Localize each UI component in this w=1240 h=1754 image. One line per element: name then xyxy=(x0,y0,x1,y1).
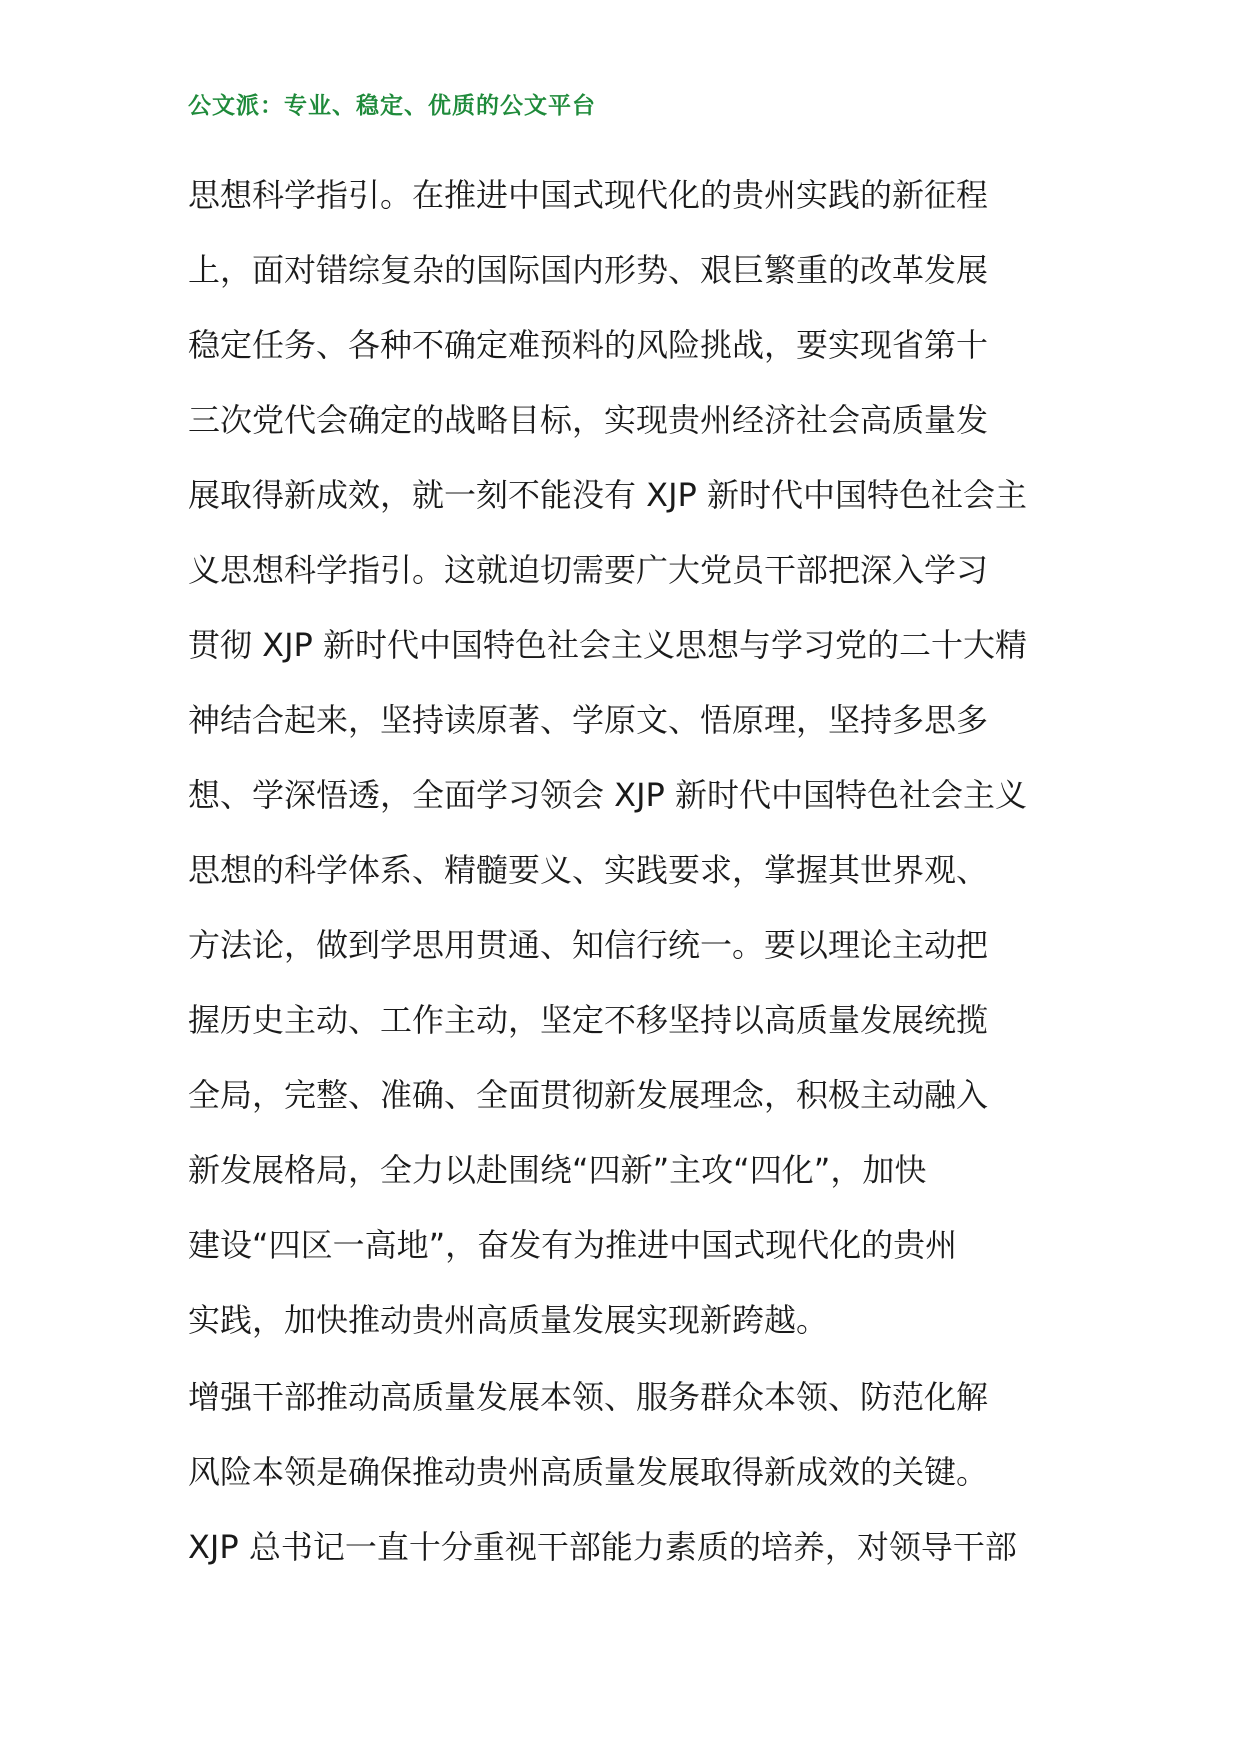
paragraph-2 xyxy=(188,1360,1068,1585)
paragraph-line: XJP 总书记一直十分重视干部能力素质的培养，对领导干部 xyxy=(188,1528,1017,1566)
paragraph-line: 全局，完整、准确、全面贯彻新发展理念，积极主动融入 xyxy=(188,1076,989,1114)
paragraph-line: 建设“四区一高地”，奋发有为推进中国式现代化的贵州 xyxy=(188,1226,958,1264)
paragraph-line: 贯彻 XJP 新时代中国特色社会主义思想与学习党的二十大精 xyxy=(188,626,1028,664)
paragraph-line: 神结合起来，坚持读原著、学原文、悟原理，坚持多思多 xyxy=(188,701,989,739)
paragraph-line: 稳定任务、各种不确定难预料的风险挑战，要实现省第十 xyxy=(188,326,989,364)
paragraph-line: 方法论，做到学思用贯通、知信行统一。要以理论主动把 xyxy=(188,926,989,964)
paragraph-line: 实践，加快推动贵州高质量发展实现新跨越。 xyxy=(188,1301,829,1339)
paragraph-line: 握历史主动、工作主动，坚定不移坚持以高质量发展统揽 xyxy=(188,1001,989,1039)
paragraph-line: 上，面对错综复杂的国际国内形势、艰巨繁重的改革发展 xyxy=(188,251,989,289)
paragraph-line: 义思想科学指引。这就迫切需要广大党员干部把深入学习 xyxy=(188,551,989,589)
paragraph-line: 思想科学指引。在推进中国式现代化的贵州实践的新征程 xyxy=(188,176,989,214)
paragraph-line: 展取得新成效，就一刻不能没有 XJP 新时代中国特色社会主 xyxy=(188,476,1028,514)
page-header-title: 公文派：专业、稳定、优质的公文平台 xyxy=(188,93,596,119)
paragraph-line: 思想的科学体系、精髓要义、实践要求，掌握其世界观、 xyxy=(188,851,989,889)
paragraph-line: 新发展格局，全力以赴围绕“四新”主攻“四化”，加快 xyxy=(188,1151,927,1189)
paragraph-line: 想、学深悟透，全面学习领会 XJP 新时代中国特色社会主义 xyxy=(188,776,1028,814)
paragraph-1 xyxy=(188,158,1068,1358)
paragraph-line: 风险本领是确保推动贵州高质量发展取得新成效的关键。 xyxy=(188,1453,989,1491)
paragraph-line: 三次党代会确定的战略目标，实现贵州经济社会高质量发 xyxy=(188,401,989,439)
paragraph-line: 增强干部推动高质量发展本领、服务群众本领、防范化解 xyxy=(188,1378,989,1416)
